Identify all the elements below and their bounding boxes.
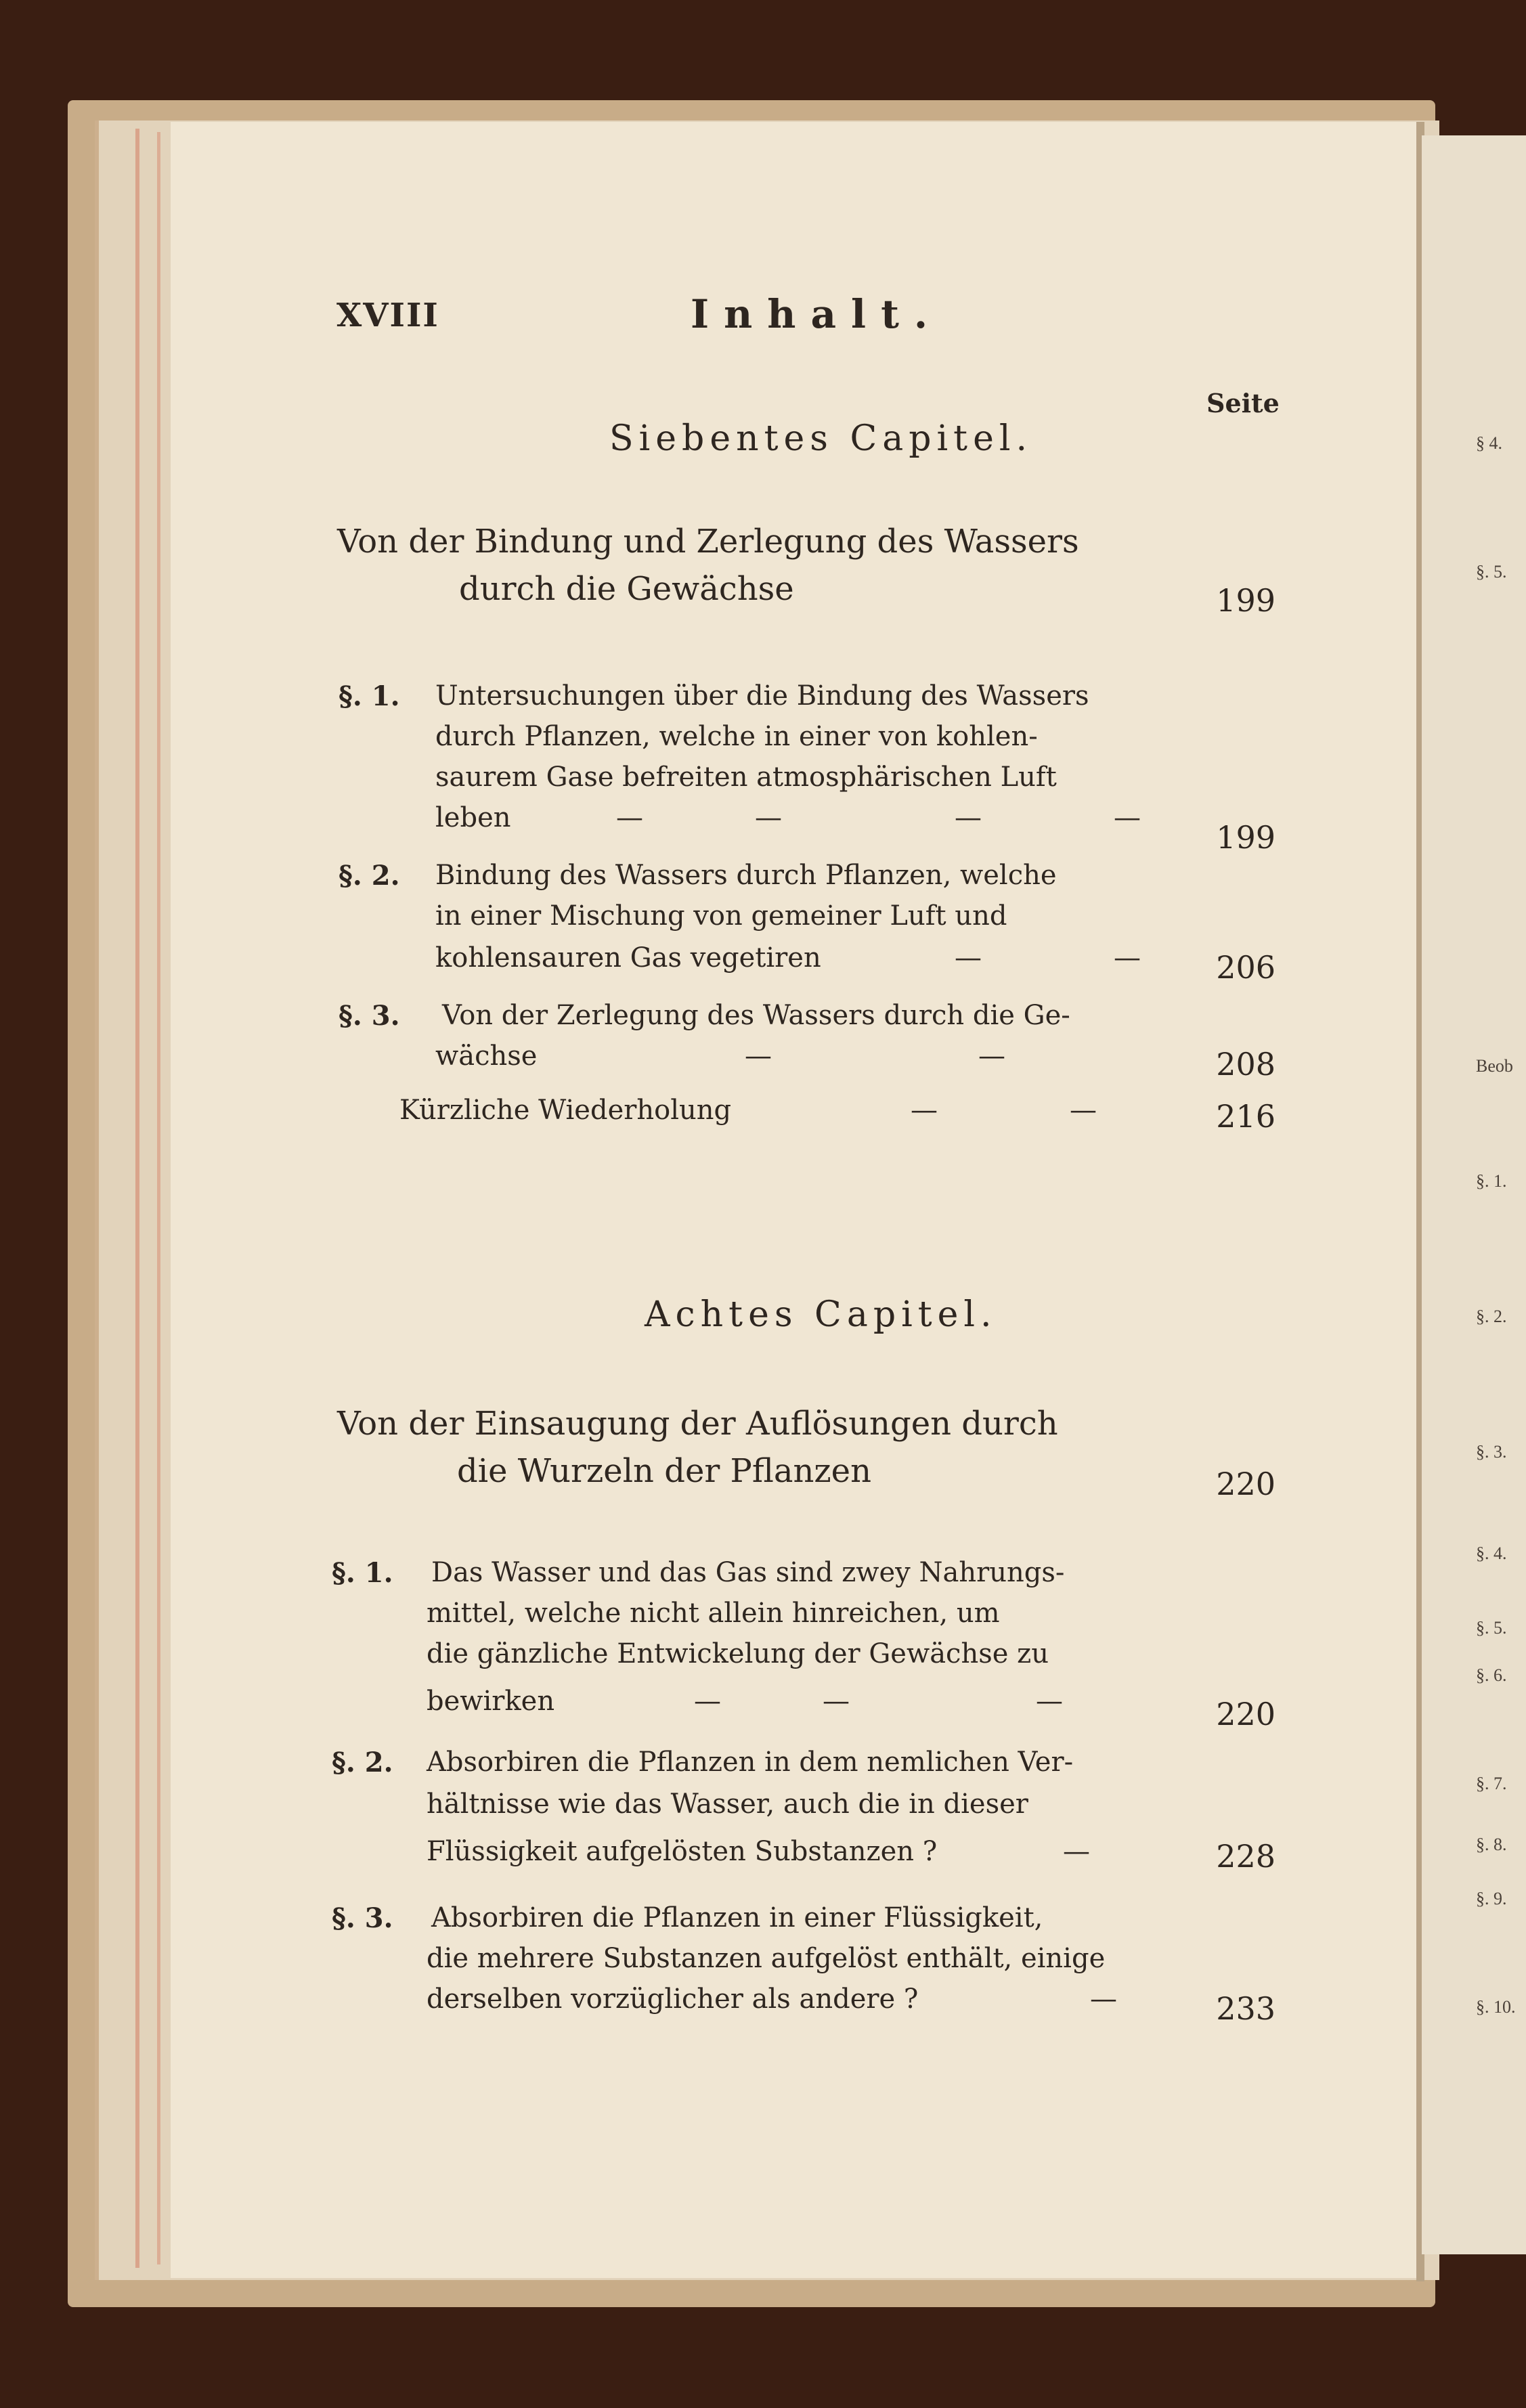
toc-entry-line: Von der Zerlegung des Wassers durch die Ge- <box>442 1000 1070 1031</box>
toc-entry-line: mittel, welche nicht allein hinreichen, um <box>427 1598 1000 1629</box>
chapter-heading-line: Von der Bindung und Zerlegung des Wassers <box>337 523 1079 561</box>
leader-dash: — <box>1036 1686 1063 1717</box>
section-marker: §. 1. <box>339 680 400 712</box>
page-edge-stripe <box>135 129 139 2268</box>
leader-dash: — <box>616 802 643 833</box>
section-marker: §. 3. <box>339 1000 400 1032</box>
folio-number: XVIII <box>336 297 439 334</box>
page-column-label: Seite <box>1206 388 1280 418</box>
facing-page-fragment: §. 6. <box>1476 1665 1507 1685</box>
facing-page-fragment: §. 3. <box>1476 1442 1507 1462</box>
page-number: 199 <box>1216 819 1276 856</box>
facing-page-fragment: §. 4. <box>1476 1544 1507 1563</box>
leader-dash: — <box>1114 802 1141 833</box>
section-marker: §. 2. <box>332 1747 393 1778</box>
toc-entry-line: leben <box>435 802 511 833</box>
section-marker: §. 1. <box>332 1557 393 1589</box>
facing-page-fragment: §. 5. <box>1476 1618 1507 1638</box>
facing-page-fragment: §. 7. <box>1476 1774 1507 1793</box>
leader-dash: — <box>1114 942 1141 973</box>
leader-dash: — <box>978 1041 1005 1072</box>
section-marker: §. 3. <box>332 1902 393 1934</box>
toc-entry-line: saurem Gase befreiten atmosphärischen Luft <box>435 762 1057 793</box>
toc-entry-line: Flüssigkeit aufgelösten Substanzen ? <box>427 1836 938 1867</box>
chapter-heading-line: durch die Gewächse <box>459 570 794 608</box>
chapter-heading-line: die Wurzeln der Pflanzen <box>457 1452 871 1490</box>
page-number: 216 <box>1216 1098 1276 1135</box>
page-number: 199 <box>1216 582 1276 619</box>
toc-entry-line: bewirken <box>427 1686 555 1717</box>
facing-page-fragment: §. 9. <box>1476 1889 1507 1908</box>
facing-page <box>1422 135 1526 2254</box>
facing-page-fragment: § 4. <box>1476 433 1502 453</box>
page-number: 220 <box>1216 1466 1276 1502</box>
leader-dash: — <box>745 1041 772 1072</box>
leader-dash: — <box>955 942 982 973</box>
leader-dash: — <box>1090 1984 1117 2015</box>
facing-page-fragment: §. 2. <box>1476 1307 1507 1326</box>
chapter-title: Siebentes Capitel. <box>609 418 1032 459</box>
toc-entry-line: Bindung des Wassers durch Pflanzen, welche <box>435 860 1057 891</box>
toc-entry-line: Untersuchungen über die Bindung des Wassers <box>435 680 1089 712</box>
page-number: 208 <box>1216 1046 1276 1082</box>
toc-entry-line: die gänzliche Entwickelung der Gewächse zu <box>427 1638 1049 1669</box>
page-number: 233 <box>1216 1990 1276 2027</box>
page-edge-stripe <box>157 132 160 2264</box>
page-number: 206 <box>1216 949 1276 986</box>
page-number: 228 <box>1216 1838 1276 1875</box>
page-number: 220 <box>1216 1696 1276 1732</box>
facing-page-fragment: §. 5. <box>1476 562 1507 582</box>
section-marker: §. 2. <box>339 860 400 892</box>
toc-entry-line: hältnisse wie das Wasser, auch die in dieser <box>427 1789 1028 1820</box>
facing-page-fragment: Beob <box>1476 1056 1513 1076</box>
leader-dash: — <box>823 1686 850 1717</box>
facing-page-fragment: §. 8. <box>1476 1835 1507 1854</box>
leader-dash: — <box>694 1686 721 1717</box>
running-head: Inhalt. <box>691 291 943 337</box>
chapter-heading-line: Von der Einsaugung der Auflösungen durch <box>337 1405 1058 1443</box>
chapter-title: Achtes Capitel. <box>645 1294 997 1335</box>
toc-entry-line: durch Pflanzen, welche in einer von kohlen- <box>435 721 1038 752</box>
leader-dash: — <box>911 1095 938 1126</box>
toc-entry-line: in einer Mischung von gemeiner Luft und <box>435 900 1007 932</box>
toc-entry-line: derselben vorzüglicher als andere ? <box>427 1984 919 2015</box>
facing-page-fragment: §. 10. <box>1476 1997 1516 2017</box>
leader-dash: — <box>755 802 782 833</box>
toc-entry-line: Das Wasser und das Gas sind zwey Nahrungs- <box>431 1557 1065 1588</box>
facing-page-fragment: §. 1. <box>1476 1171 1507 1191</box>
toc-entry-line: Absorbiren die Pflanzen in einer Flüssigkeit, <box>431 1902 1043 1933</box>
leader-dash: — <box>955 802 982 833</box>
toc-entry-line: die mehrere Substanzen aufgelöst enthält, einige <box>427 1943 1106 1974</box>
toc-entry-line: wächse <box>435 1041 538 1072</box>
leader-dash: — <box>1063 1836 1090 1867</box>
toc-entry-line: Kürzliche Wiederholung <box>399 1095 732 1126</box>
toc-entry-line: Absorbiren die Pflanzen in dem nemlichen Ver- <box>427 1747 1074 1778</box>
leader-dash: — <box>1070 1095 1097 1126</box>
toc-entry-line: kohlensauren Gas vegetiren <box>435 942 821 973</box>
